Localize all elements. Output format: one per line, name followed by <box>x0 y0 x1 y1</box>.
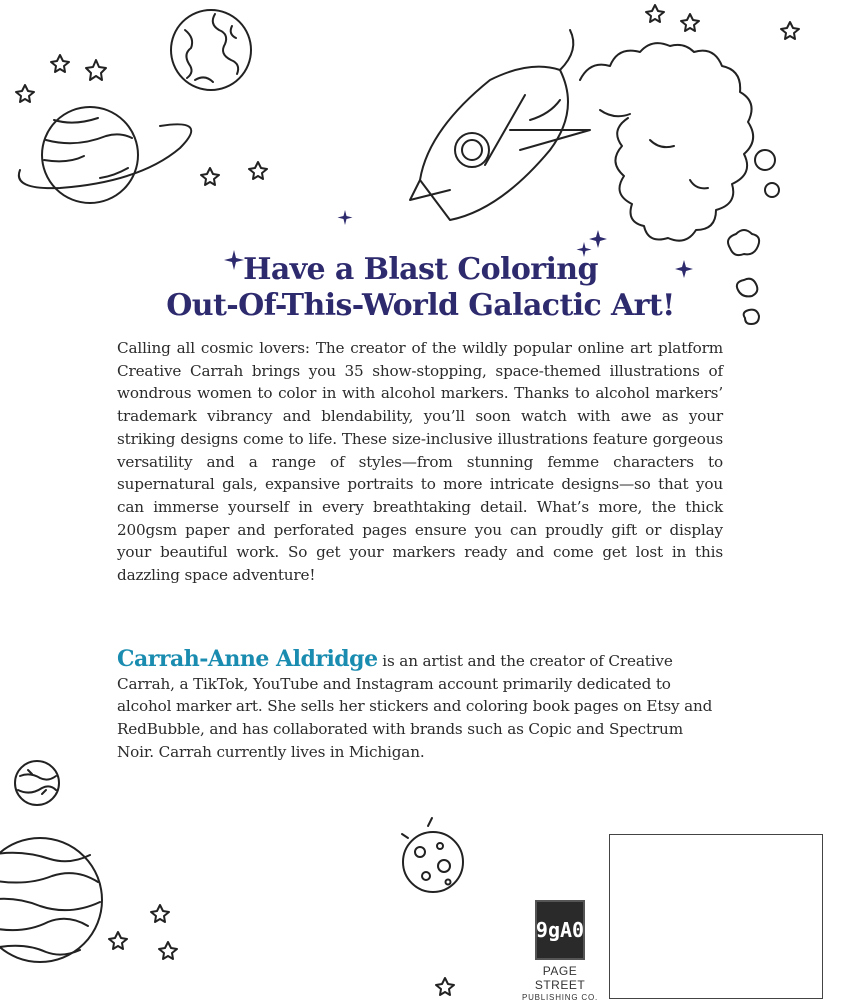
ringed-planet-icon <box>19 107 191 203</box>
publisher-name-sub: PUBLISHING CO. <box>521 993 599 1002</box>
author-bio <box>117 648 723 764</box>
small-planet-icon <box>15 761 59 805</box>
headline <box>150 252 691 324</box>
moon-crater-icon <box>402 818 463 892</box>
publisher-logo <box>520 900 600 1003</box>
rocket-icon <box>410 30 590 220</box>
planet-globe-icon <box>171 10 251 90</box>
author-bio-text: is an artist and the creator of Creative Carrah, a TikTok, YouTube and Instagram account primarily dedicated to alcohol marker art. She sells her stickers and coloring book pages on Etsy and RedBubble, and has collaborated with brands such as Copic and Spectrum Noir. Carrah currently lives in Michigan. <box>117 652 713 761</box>
barcode-placeholder <box>609 834 823 999</box>
publisher-mark: 9gA0 <box>535 900 585 960</box>
publisher-name: PAGE STREET <box>534 964 586 992</box>
author-name: Carrah-Anne Aldridge <box>117 646 378 672</box>
book-description: Calling all cosmic lovers: The creator of the wildly popular online art platform Creative Carrah brings you 35 show-stopping, space-themed illustrations of wondrous women to color in with alcohol markers. Thanks to alcohol markers’ trademark vibrancy and blendability, you’ll soon watch with awe as your striking designs come to life. These size-inclusive illustrations feature gorgeous versatility and a range of styles—from stunning femme characters to supernatural gals, expansive portraits to more intricate designs—so that you can immerse yourself in every breathtaking detail. What’s more, the thick 200gsm paper and perforated pages ensure you can proudly gift or display your beautiful work. So get your markers ready and come get lost in this dazzling space adventure! <box>117 339 723 585</box>
striped-planet-icon <box>0 838 102 962</box>
headline-line-1: Have a Blast Coloring <box>243 252 598 287</box>
headline-line-2: Out-Of-This-World Galactic Art! <box>166 288 675 323</box>
